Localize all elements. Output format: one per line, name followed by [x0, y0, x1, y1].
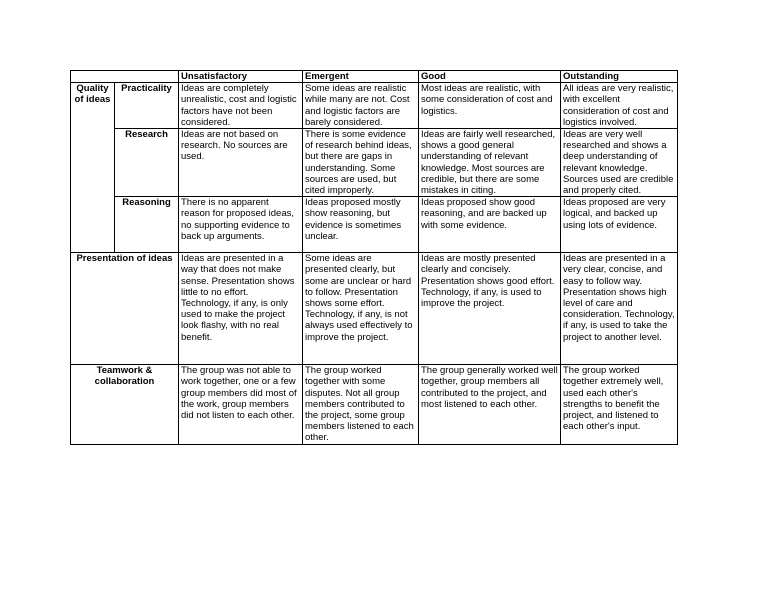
header-outstanding: Outstanding	[561, 71, 678, 83]
row-practicality	[71, 83, 678, 129]
cell-presentation-good: Ideas are mostly presented clearly and concisely. Presentation shows good effort. Technology, if any, is used to improve the project.	[419, 253, 561, 365]
cell-teamwork-emergent: The group worked together with some disputes. Not all group members contributed to the project, some group members listened to each other.	[303, 365, 419, 444]
cell-teamwork-unsatisfactory: The group was not able to work together, one or a few group members did most of the work, group members did not listen to each other.	[179, 365, 303, 444]
row-label-research: Research	[115, 129, 179, 197]
cell-reasoning-emergent: Ideas proposed mostly show reasoning, but evidence is sometimes unclear.	[303, 197, 419, 253]
cell-research-unsatisfactory: Ideas are not based on research. No sources are used.	[179, 129, 303, 197]
cell-research-good: Ideas are fairly well researched, shows a good general understanding of relevant knowledge. Most sources are credible, but there are some mistakes in citing.	[419, 129, 561, 197]
row-label-quality-of-ideas: Quality of ideas	[71, 83, 115, 253]
header-good: Good	[419, 71, 561, 83]
cell-practicality-emergent: Some ideas are realistic while many are not. Cost and logistic factors are barely considered.	[303, 83, 419, 129]
row-teamwork	[71, 365, 678, 444]
cell-presentation-emergent: Some ideas are presented clearly, but some are unclear or hard to follow. Presentation shows some effort. Technology, if any, is not always used effectively to improve the project.	[303, 253, 419, 365]
row-presentation	[71, 253, 678, 365]
header-corner-cell	[71, 71, 179, 83]
cell-practicality-good: Most ideas are realistic, with some consideration of cost and logistics.	[419, 83, 561, 129]
row-label-reasoning: Reasoning	[115, 197, 179, 253]
cell-presentation-outstanding: Ideas are presented in a very clear, concise, and easy to follow way. Presentation shows high level of care and consideration. Technology, if any, is used to take the project to another level.	[561, 253, 678, 365]
cell-teamwork-good: The group generally worked well together, group members all contributed to the project, and most listened to each other.	[419, 365, 561, 444]
rubric-table	[70, 70, 678, 445]
cell-research-emergent: There is some evidence of research behind ideas, but there are gaps in understanding. Some sources are used, but cited improperly.	[303, 129, 419, 197]
cell-teamwork-outstanding: The group worked together extremely well, used each other's strengths to benefit the project, and listened to each other's input.	[561, 365, 678, 444]
row-reasoning	[71, 197, 678, 253]
header-emergent: Emergent	[303, 71, 419, 83]
header-unsatisfactory: Unsatisfactory	[179, 71, 303, 83]
row-research	[71, 129, 678, 197]
cell-reasoning-good: Ideas proposed show good reasoning, and are backed up with some evidence.	[419, 197, 561, 253]
cell-practicality-outstanding: All ideas are very realistic, with excellent consideration of cost and logistics involved.	[561, 83, 678, 129]
cell-research-outstanding: Ideas are very well researched and shows a deep understanding of relevant knowledge. Sources used are credible and properly cited.	[561, 129, 678, 197]
cell-reasoning-outstanding: Ideas proposed are very logical, and backed up using lots of evidence.	[561, 197, 678, 253]
header-row	[71, 71, 678, 83]
row-label-practicality: Practicality	[115, 83, 179, 129]
cell-presentation-unsatisfactory: Ideas are presented in a way that does not make sense. Presentation shows little to no effort. Technology, if any, is only used to make the project look flashy, with no real benefit.	[179, 253, 303, 365]
cell-reasoning-unsatisfactory: There is no apparent reason for proposed ideas, no supporting evidence to back up arguments.	[179, 197, 303, 253]
cell-practicality-unsatisfactory: Ideas are completely unrealistic, cost and logistic factors have not been considered.	[179, 83, 303, 129]
row-label-teamwork: Teamwork & collaboration	[71, 365, 179, 444]
row-label-presentation: Presentation of ideas	[71, 253, 179, 365]
